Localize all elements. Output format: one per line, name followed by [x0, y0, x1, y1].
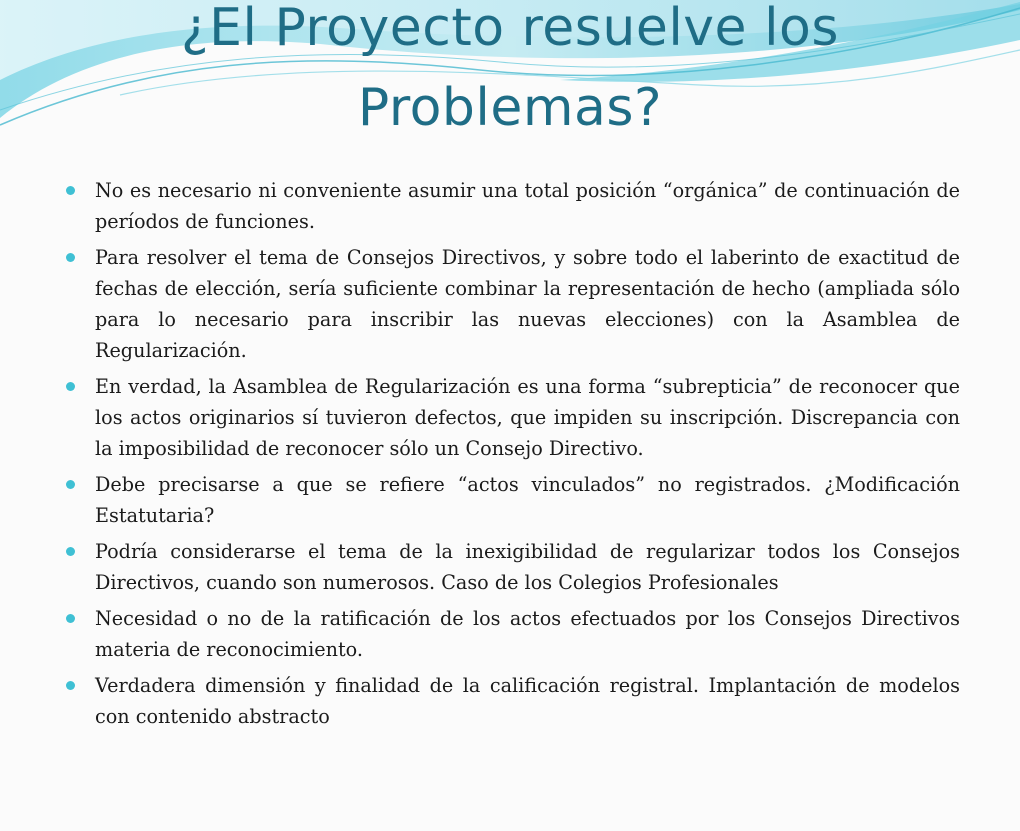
slide-title — [0, 0, 1020, 148]
bullet-dot-icon — [66, 614, 75, 623]
bullet-text: No es necesario ni conveniente asumir una total posición “orgánica” de continuación de períodos de funciones. — [95, 179, 960, 233]
bullet-item — [66, 603, 960, 665]
bullet-text: Podría considerarse el tema de la inexigibilidad de regularizar todos los Consejos Directivos, cuando son numerosos. Caso de los Colegios Profesionales — [95, 540, 960, 594]
bullet-dot-icon — [66, 253, 75, 262]
bullet-dot-icon — [66, 382, 75, 391]
bullet-text: Debe precisarse a que se refiere “actos vinculados” no registrados. ¿Modificación Estatutaria? — [95, 473, 960, 527]
bullet-list — [66, 175, 960, 737]
bullet-item — [66, 175, 960, 237]
bullet-item — [66, 670, 960, 732]
bullet-dot-icon — [66, 480, 75, 489]
title-line-1: ¿El Proyecto resuelve los — [181, 0, 839, 58]
title-line-2: Problemas? — [357, 78, 663, 138]
bullet-text: En verdad, la Asamblea de Regularización es una forma “subrepticia” de reconocer que los actos originarios sí tuvieron defectos, que impiden su inscripción. Discrepancia con la imposibilidad de reconocer sólo un Consejo Directivo. — [95, 375, 960, 460]
bullet-dot-icon — [66, 681, 75, 690]
bullet-item — [66, 536, 960, 598]
bullet-text: Necesidad o no de la ratificación de los actos efectuados por los Consejos Directivos materia de reconocimiento. — [95, 607, 960, 661]
bullet-text: Para resolver el tema de Consejos Directivos, y sobre todo el laberinto de exactitud de fechas de elección, sería suficiente combinar la representación de hecho (ampliada sólo para lo necesario para inscribir las nuevas elecciones) con la Asamblea de Regularización. — [95, 246, 960, 362]
bullet-dot-icon — [66, 186, 75, 195]
bullet-item — [66, 242, 960, 366]
bullet-text: Verdadera dimensión y finalidad de la calificación registral. Implantación de modelos con contenido abstracto — [95, 674, 960, 728]
bullet-dot-icon — [66, 547, 75, 556]
bullet-item — [66, 371, 960, 464]
bullet-item — [66, 469, 960, 531]
